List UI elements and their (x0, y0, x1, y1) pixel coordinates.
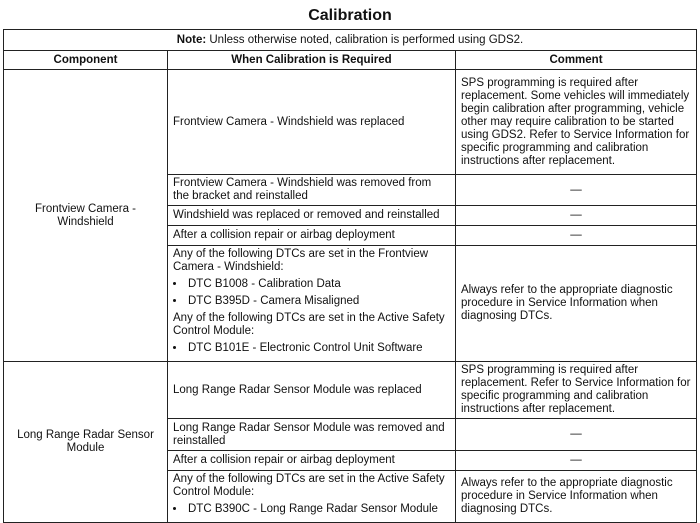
dtc-item: • DTC B390C - Long Range Radar Sensor Module (186, 503, 450, 516)
dtc-list (173, 342, 450, 355)
comment-cell: Always refer to the appropriate diagnostic procedure in Service Information when diagnosing DTCs. (456, 246, 697, 362)
when-cell: Frontview Camera - Windshield was replaced (168, 70, 456, 175)
component-cell: Frontview Camera - Windshield (4, 70, 168, 362)
when-cell: After a collision repair or airbag deployment (168, 226, 456, 246)
table-row (4, 70, 697, 175)
dtc-item: • DTC B1008 - Calibration Data (186, 278, 450, 291)
when-cell: Windshield was replaced or removed and reinstalled (168, 206, 456, 226)
when-cell (168, 471, 456, 523)
header-row (4, 51, 697, 70)
when-cell: Long Range Radar Sensor Module was removed and reinstalled (168, 419, 456, 451)
dtc-item: • DTC B101E - Electronic Control Unit Software (186, 342, 450, 355)
table-row (4, 362, 697, 419)
page-title: Calibration (308, 7, 392, 24)
when-cell: Long Range Radar Sensor Module was replaced (168, 362, 456, 419)
when-cell: After a collision repair or airbag deployment (168, 451, 456, 471)
dtc-intro: Any of the following DTCs are set in the Active Safety Control Module: (173, 312, 445, 337)
comment-cell: — (456, 451, 697, 471)
comment-cell: Always refer to the appropriate diagnostic procedure in Service Information when diagnosing DTCs. (456, 471, 697, 523)
note-label: Note: (176, 33, 207, 46)
calibration-table (3, 29, 697, 523)
component-cell: Long Range Radar Sensor Module (4, 362, 168, 523)
comment-cell: SPS programming is required after replacement. Refer to Service Information for specific programming and calibration instructions after replacement. (456, 362, 697, 419)
dtc-item: • DTC B395D - Camera Misaligned (186, 295, 450, 308)
note-row (4, 30, 697, 51)
note-text: Unless otherwise noted, calibration is performed using GDS2. (209, 33, 524, 46)
dtc-intro: Any of the following DTCs are set in the Frontview Camera - Windshield: (173, 248, 429, 273)
when-cell: Frontview Camera - Windshield was removed from the bracket and reinstalled (168, 175, 456, 206)
when-cell (168, 246, 456, 362)
header-when: When Calibration is Required (168, 51, 456, 70)
comment-cell: — (456, 226, 697, 246)
header-comment: Comment (456, 51, 697, 70)
dtc-list (173, 278, 450, 308)
dtc-list (173, 503, 450, 516)
comment-cell: — (456, 419, 697, 451)
note-cell (4, 30, 697, 51)
dtc-intro: Any of the following DTCs are set in the Active Safety Control Module: (173, 473, 445, 498)
comment-cell: — (456, 175, 697, 206)
comment-cell: SPS programming is required after replacement. Some vehicles will immediately begin calibration after programming, vehicle other may require calibration to be started using GDS2. Refer to Service Information for specific programming and calibration instructions after replacement. (456, 70, 697, 175)
header-component: Component (4, 51, 168, 70)
comment-cell: — (456, 206, 697, 226)
